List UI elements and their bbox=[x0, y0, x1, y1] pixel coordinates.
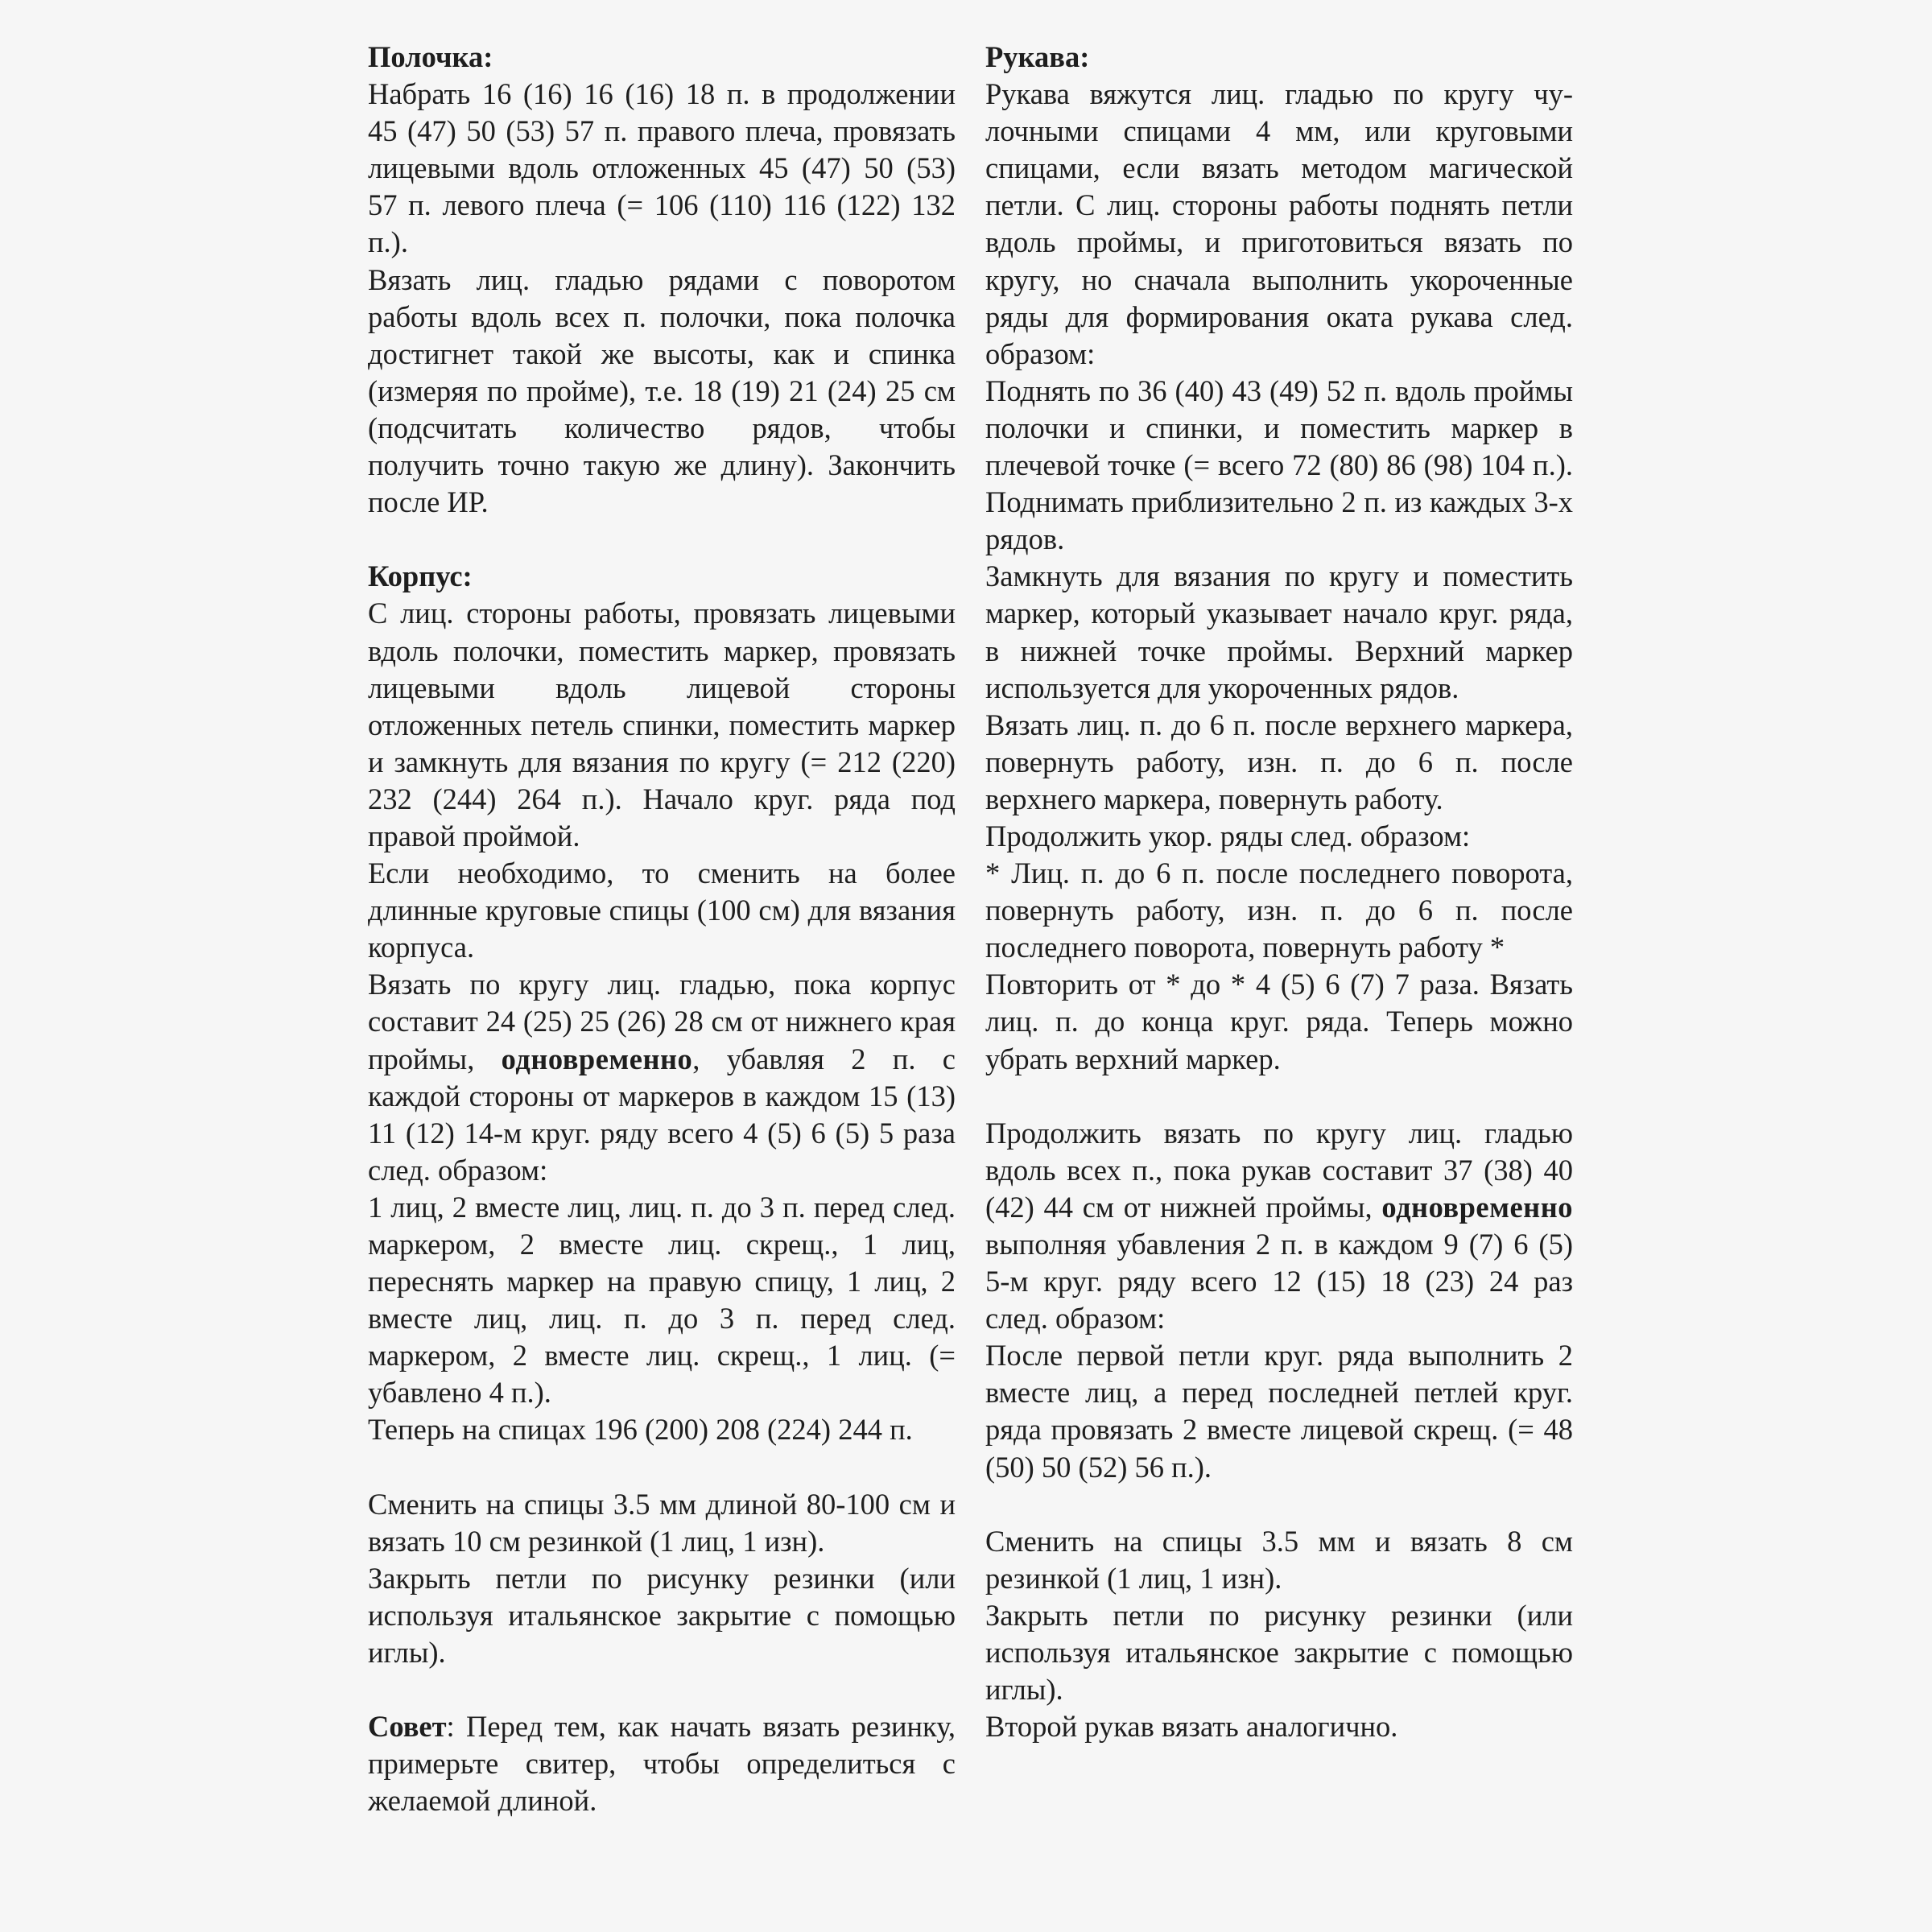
polochka-paragraph-1: Набрать 16 (16) 16 (16) 18 п. в продолжении 45 (47) 50 (53) 57 п. правого плеча, провязать лицевыми вдоль отложенных 45 (47) 50 (53) 57 п. левого плеча (= 106 (110) 116 (122) 132 п.). bbox=[368, 77, 956, 259]
emphasis-simultaneously: одновременно bbox=[501, 1042, 693, 1075]
korpus-paragraph-3 bbox=[368, 966, 956, 1189]
rukava-paragraph-6: * Лиц. п. до 6 п. после последнего поворота, повернуть работу, изн. п. до 6 п. после последнего поворота, повернуть работу * bbox=[985, 857, 1573, 964]
finish-paragraph-2: Закрыть петли по рисунку резинки (или используя итальянское закрытие с помощью иглы). bbox=[985, 1598, 1573, 1707]
rukava-paragraph-1: Рукава вяжутся лиц. гладью по кругу чулочными спицами 4 мм, или круговыми спицами, если вязать методом магической петли. С лиц. стороны работы поднять петли вдоль проймы, и приготовиться вязать по кругу, но сначала выполнить укороченные ряды для формирования оката рукава след. образом: bbox=[985, 77, 1573, 370]
section-heading-polochka: Полочка: bbox=[368, 40, 493, 73]
korpus-paragraph-1: С лиц. стороны работы, провязать лицевыми вдоль полочки, поместить маркер, провязать лицевыми вдоль лицевой стороны отложенных петель спинки, поместить маркер и замкнуть для вязания по кругу (= 212 (220) 232 (244) 264 п.). Начало круг. ряда под правой проймой. bbox=[368, 597, 956, 852]
tip-paragraph bbox=[368, 1708, 956, 1819]
emphasis-simultaneously: одновременно bbox=[1381, 1190, 1573, 1224]
rukava-paragraph-5: Продолжить укор. ряды след. образом: bbox=[985, 819, 1471, 852]
continue-paragraph-1 bbox=[985, 1115, 1573, 1338]
rukava-paragraph-7: Повторить от * до * 4 (5) 6 (7) 7 раза. Вязать лиц. п. до конца круг. ряда. Теперь можно убрать верхний маркер. bbox=[985, 968, 1573, 1075]
korpus-paragraph-2: Если необходимо, то сменить на более длинные круговые спицы (100 см) для вязания корпуса. bbox=[368, 857, 956, 964]
korpus-p3-text-end: , убавляя 2 п. с каждой стороны от маркеров в каждом 15 (13) 11 (12) 14-м круг. ряду всего 4 (5) 6 (5) 5 раза след. образом: bbox=[368, 1042, 956, 1187]
rukava-paragraph-2: Поднять по 36 (40) 43 (49) 52 п. вдоль проймы полочки и спинки, и поместить маркер в плечевой точке (= всего 72 (80) 86 (98) 104 п.). Поднимать приблизительно 2 п. из каждых 3-х рядов. bbox=[985, 374, 1573, 556]
continue-paragraph-2: После первой петли круг. ряда выполнить 2 вместе лиц, а перед последней петлей круг. ряда провязать 2 вместе лицевой скрещ. (= 48 (50) 50 (52) 56 п.). bbox=[985, 1339, 1573, 1484]
polochka-paragraph-2: Вязать лиц. гладью рядами с поворотом работы вдоль всех п. полочки, пока полочка достигнет такой же высоты, как и спинка (измеряя по пройме), т.е. 18 (19) 21 (24) 25 см (подсчитать количество рядов, чтобы получить точно такую же длину). Закончить после ИР. bbox=[368, 262, 956, 519]
spacer bbox=[368, 1449, 956, 1486]
tip-label: Совет bbox=[368, 1710, 447, 1744]
spacer bbox=[368, 521, 956, 558]
finish-paragraph-3: Второй рукав вязать аналогично. bbox=[985, 1710, 1398, 1744]
rukava-paragraph-3: Замкнуть для вязания по кругу и поместить маркер, который указывает начало круг. ряда, в нижней точке проймы. Верхний маркер используется для укороченных рядов. bbox=[985, 559, 1573, 704]
spacer bbox=[368, 1671, 956, 1708]
korpus-p3-text-start: Вязать по кругу лиц. гладью, пока корпус составит 24 (25) 25 (26) 28 см от нижнего края проймы, bbox=[368, 968, 956, 1075]
spacer bbox=[985, 1486, 1573, 1523]
rib-paragraph-1: Сменить на спицы 3.5 мм длиной 80-100 см и вязать 10 см резинкой (1 лиц, 1 изн). bbox=[368, 1487, 956, 1558]
korpus-paragraph-5: Теперь на спицах 196 (200) 208 (224) 244 п. bbox=[368, 1413, 913, 1447]
finish-paragraph-1: Сменить на спицы 3.5 мм и вязать 8 см резинкой (1 лиц, 1 изн). bbox=[985, 1524, 1573, 1595]
tip-text: : Перед тем, как начать вязать резинку, примерьте свитер, чтобы определиться с желаемой длиной. bbox=[368, 1710, 956, 1818]
spacer bbox=[985, 1078, 1573, 1115]
section-heading-rukava: Рукава: bbox=[985, 40, 1090, 73]
continue-p1-text-start: Продолжить вязать по кругу лиц. гладью вдоль всех п., пока рукав составит 37 (38) 40 (42) 44 см от нижней проймы, bbox=[985, 1116, 1573, 1224]
right-column bbox=[985, 39, 1573, 1745]
korpus-paragraph-4: 1 лиц, 2 вместе лиц, лиц. п. до 3 п. перед след. маркером, 2 вместе лиц. скрещ., 1 лиц, переснять маркер на правую спицу, 1 лиц, 2 вместе лиц, лиц. п. до 3 п. перед след. маркером, 2 вместе лиц. скрещ., 1 лиц. (= убавлено 4 п.). bbox=[368, 1190, 956, 1410]
rib-paragraph-2: Закрыть петли по рисунку резинки (или используя итальянское закрытие с помощью иглы). bbox=[368, 1561, 956, 1670]
left-column bbox=[368, 39, 956, 1820]
continue-p1-text-end: выполняя убавления 2 п. в каждом 9 (7) 6 (5) 5-м круг. ряду всего 12 (15) 18 (23) 24 раз след. образом: bbox=[985, 1228, 1573, 1335]
rukava-paragraph-4: Вязать лиц. п. до 6 п. после верхнего маркера, повернуть работу, изн. п. до 6 п. после верхнего маркера, повернуть работу. bbox=[985, 708, 1573, 815]
section-heading-korpus: Корпус: bbox=[368, 559, 473, 593]
